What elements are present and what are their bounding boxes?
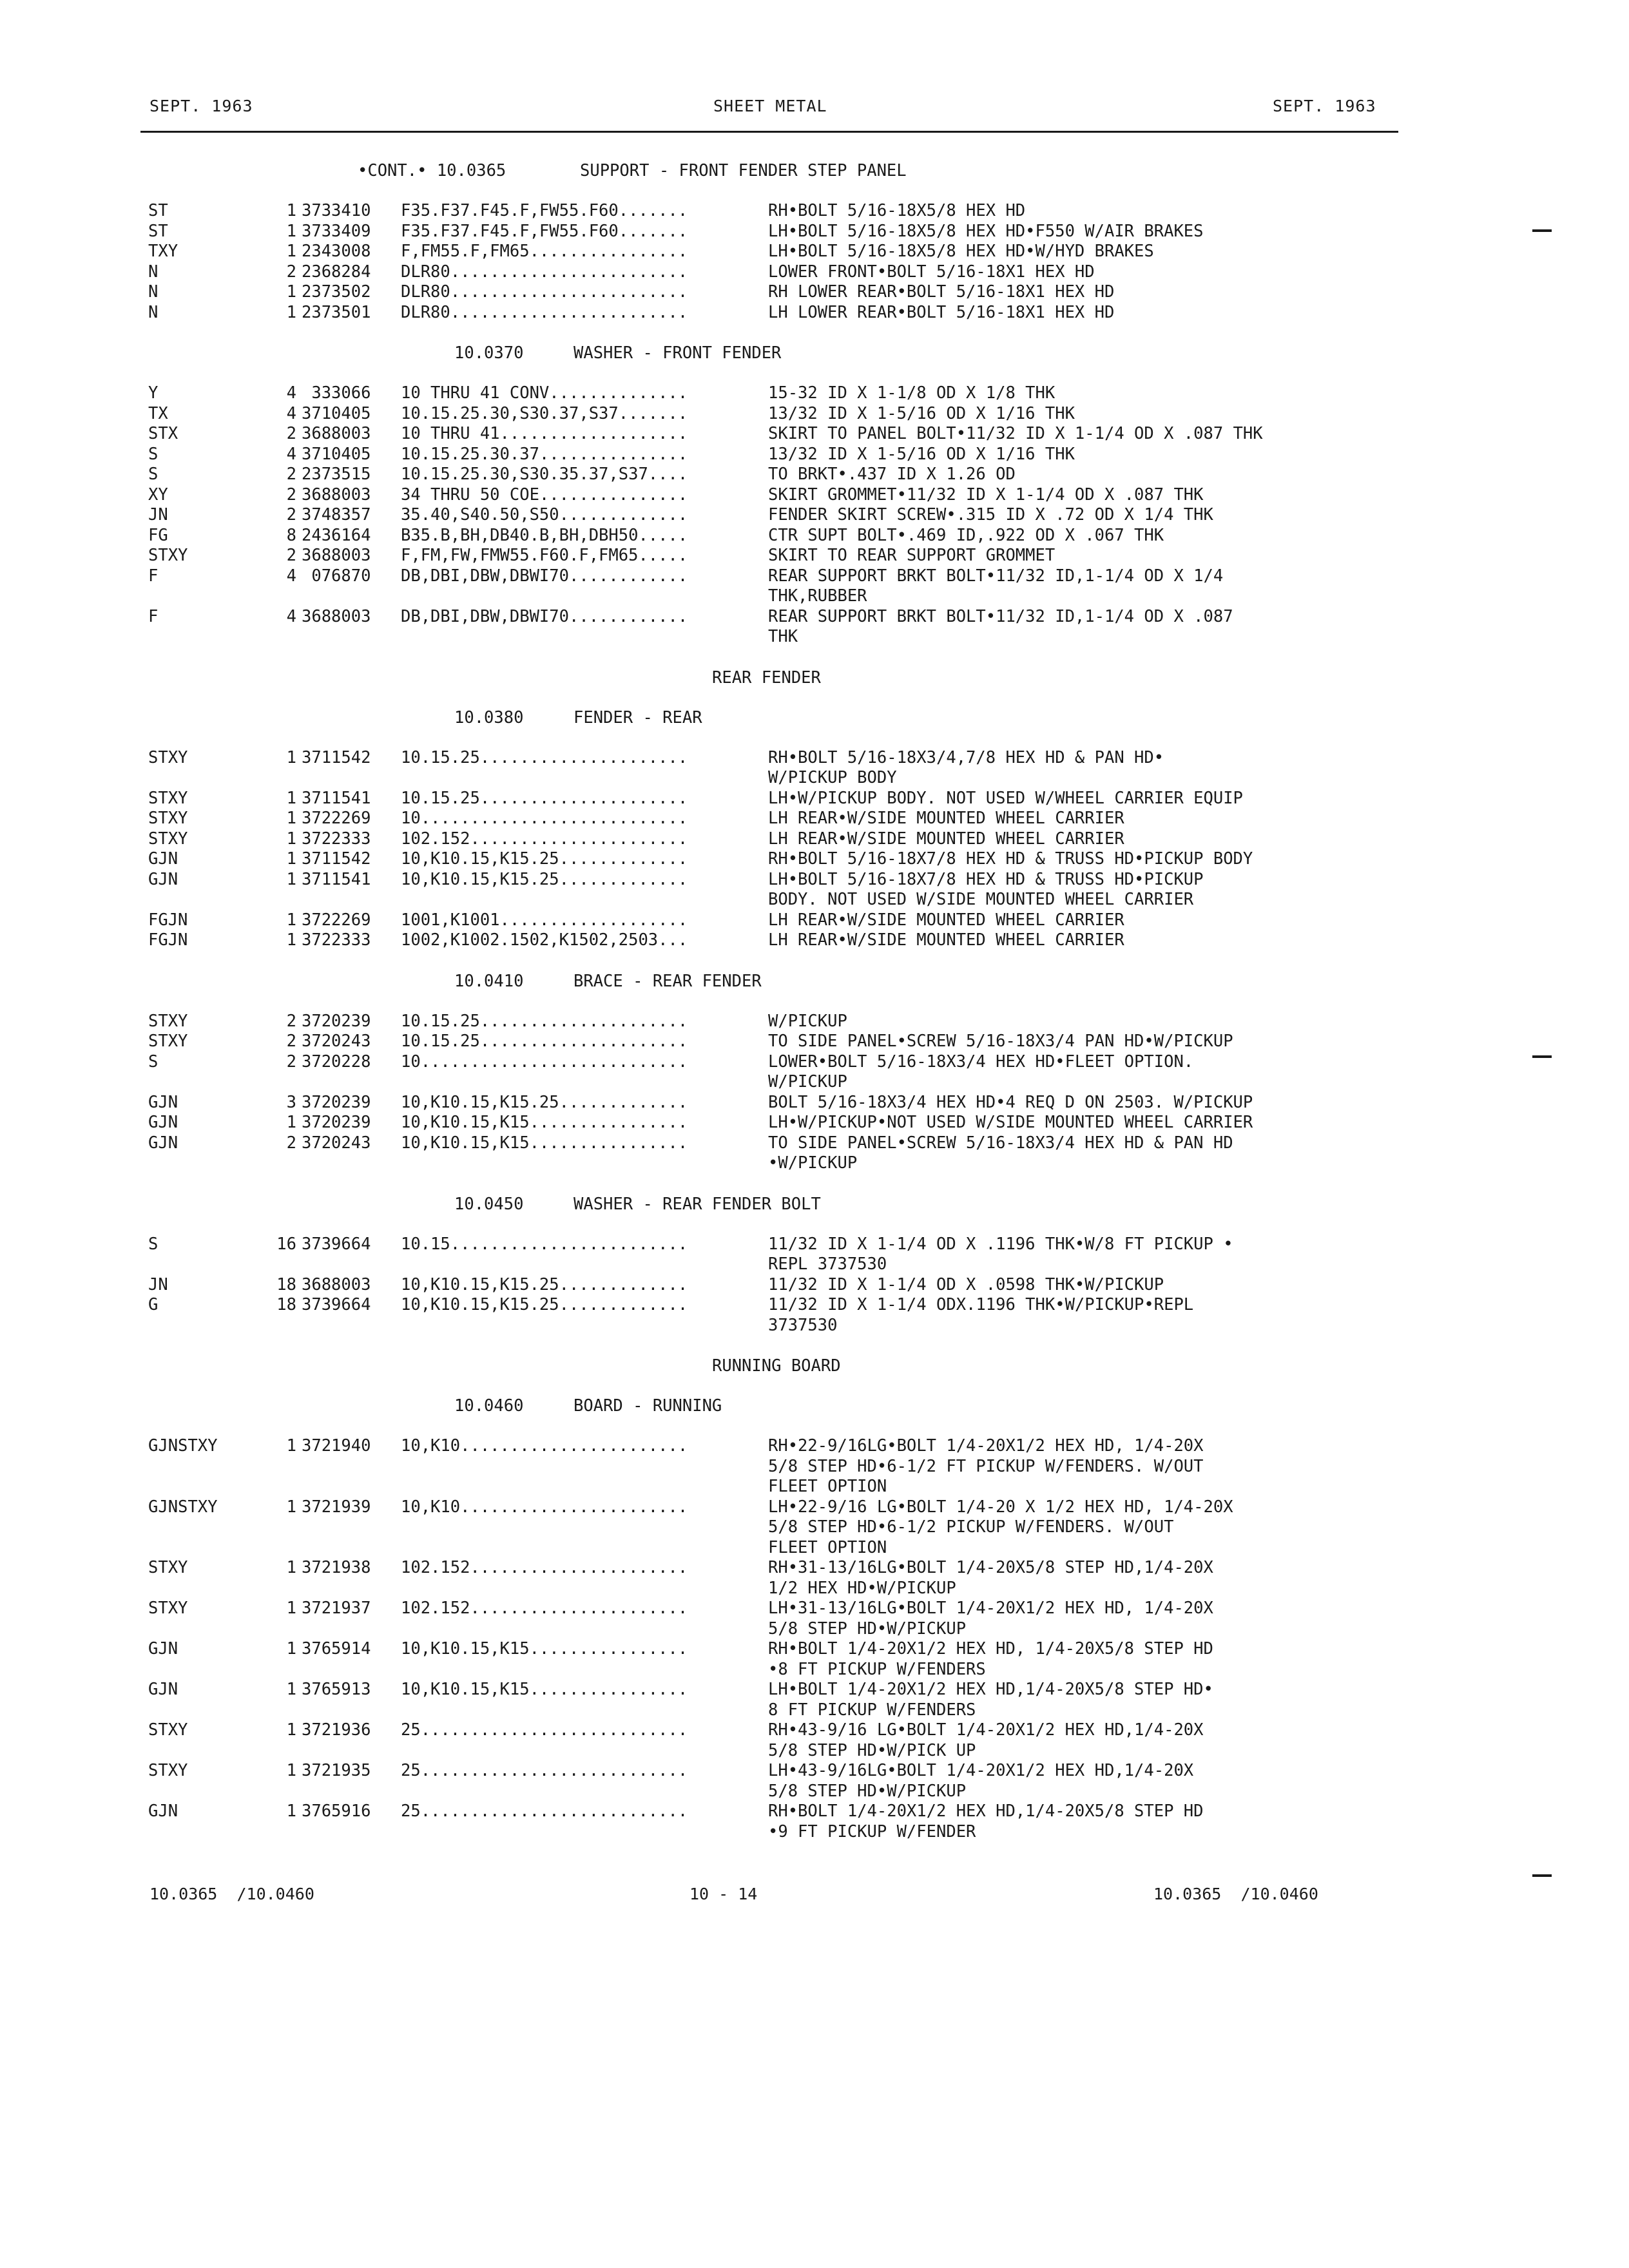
model-code: S — [148, 465, 159, 484]
part-row — [0, 607, 1629, 648]
group-title: SUPPORT - FRONT FENDER STEP PANEL — [580, 161, 907, 180]
model-code: STXY — [148, 1599, 188, 1618]
model-code: GJN — [148, 869, 178, 889]
model-code: JN — [148, 1274, 168, 1294]
model-code: FGJN — [148, 930, 188, 950]
quantity: 4 — [286, 566, 296, 586]
part-number: 076870 — [302, 566, 371, 586]
quantity: 2 — [286, 505, 296, 524]
applicable-models: 1001,K1001................... — [401, 910, 688, 930]
group-spacer — [0, 1174, 1629, 1195]
applicable-models: 25........................... — [401, 1761, 688, 1780]
part-number: 3748357 — [302, 505, 371, 524]
applicable-models: DB,DBI,DBW,DBWI70............ — [401, 566, 688, 586]
applicable-models: 102.152...................... — [401, 1599, 688, 1618]
footer-range-left: 10.0365 /10.0460 — [149, 1885, 314, 1903]
part-row — [0, 1113, 1629, 1133]
part-row — [0, 505, 1629, 526]
group-title: BRACE - REAR FENDER — [574, 971, 762, 991]
part-description: LH•31-13/16LG•BOLT 1/4-20X1/2 HEX HD, 1/4-20X 5/8 STEP HD•W/PICKUP — [768, 1599, 1213, 1639]
part-description: 15-32 ID X 1-1/8 OD X 1/8 THK — [768, 383, 1055, 403]
group-heading — [0, 161, 1629, 201]
part-description: RH•43-9/16 LG•BOLT 1/4-20X1/2 HEX HD,1/4-20X 5/8 STEP HD•W/PICK UP — [768, 1720, 1204, 1760]
applicable-models: 10 THRU 41 CONV.............. — [401, 383, 688, 403]
margin-mark — [1532, 1874, 1552, 1877]
model-code: GJN — [148, 1680, 178, 1699]
part-description: TO SIDE PANEL•SCREW 5/16-18X3/4 HEX HD & PAN HD •W/PICKUP — [768, 1133, 1233, 1173]
applicable-models: F35.F37.F45.F,FW55.F60....... — [401, 221, 688, 241]
group-number: 10.0410 — [454, 971, 524, 991]
part-description: LH•BOLT 5/16-18X5/8 HEX HD•W/HYD BRAKES — [768, 242, 1154, 261]
part-row — [0, 829, 1629, 850]
part-number: 3688003 — [302, 485, 371, 505]
model-code: GJN — [148, 1802, 178, 1821]
part-number: 3720239 — [302, 1092, 371, 1112]
quantity: 1 — [286, 869, 296, 889]
quantity: 1 — [286, 829, 296, 849]
model-code: STX — [148, 424, 178, 443]
part-number: 3739664 — [302, 1234, 371, 1254]
part-description: LH REAR•W/SIDE MOUNTED WHEEL CARRIER — [768, 910, 1124, 930]
footer-range-right: 10.0365 /10.0460 — [1153, 1885, 1318, 1903]
part-number: 2373502 — [302, 282, 371, 302]
model-code: FG — [148, 525, 168, 545]
part-row — [0, 849, 1629, 870]
model-code: S — [148, 1234, 159, 1254]
model-code: GJN — [148, 1133, 178, 1153]
part-row — [0, 445, 1629, 465]
quantity: 2 — [286, 546, 296, 565]
part-number: 3711541 — [302, 788, 371, 808]
section-heading-text: REAR FENDER — [712, 668, 821, 687]
group-title: WASHER - REAR FENDER BOLT — [574, 1194, 821, 1214]
part-number: 3711542 — [302, 747, 371, 767]
part-number: 3688003 — [302, 424, 371, 443]
model-code: Y — [148, 383, 159, 403]
part-number: 2343008 — [302, 242, 371, 261]
quantity: 1 — [286, 849, 296, 869]
group-heading — [0, 972, 1629, 1012]
quantity: 1 — [286, 302, 296, 322]
parts-list — [0, 161, 1629, 1863]
part-number: 3721938 — [302, 1558, 371, 1577]
part-row — [0, 282, 1629, 303]
applicable-models: B35.B,BH,DB40.B,BH,DBH50..... — [401, 525, 688, 545]
quantity: 2 — [286, 1032, 296, 1051]
part-description: LH•BOLT 5/16-18X7/8 HEX HD & TRUSS HD•PICKUP BODY. NOT USED W/SIDE MOUNTED WHEEL CARRIER — [768, 869, 1204, 909]
part-row — [0, 1558, 1629, 1599]
margin-mark — [1532, 229, 1552, 232]
part-row — [0, 1052, 1629, 1093]
part-description: RH•22-9/16LG•BOLT 1/4-20X1/2 HEX HD, 1/4-20X 5/8 STEP HD•6-1/2 FT PICKUP W/FENDERS. W/OUT FLEET OPTION — [768, 1436, 1204, 1496]
part-description: LH•22-9/16 LG•BOLT 1/4-20 X 1/2 HEX HD, 1/4-20X 5/8 STEP HD•6-1/2 PICKUP W/FENDERS. W/OUT FLEET OPTION — [768, 1497, 1233, 1557]
part-description: CTR SUPT BOLT•.469 ID,.922 OD X .067 THK — [768, 525, 1164, 545]
part-description: TO BRKT•.437 ID X 1.26 OD — [768, 465, 1016, 484]
quantity: 1 — [286, 1680, 296, 1699]
part-number: 3688003 — [302, 606, 371, 626]
applicable-models: 10,K10.15,K15.25............. — [401, 1274, 688, 1294]
part-row — [0, 1235, 1629, 1275]
part-description: LH•W/PICKUP BODY. NOT USED W/WHEEL CARRIER EQUIP — [768, 788, 1243, 808]
part-row — [0, 809, 1629, 829]
group-number: 10.0380 — [454, 707, 524, 727]
part-description: LH LOWER REAR•BOLT 5/16-18X1 HEX HD — [768, 302, 1115, 322]
part-number: 3722333 — [302, 829, 371, 849]
section-heading-text: RUNNING BOARD — [712, 1356, 841, 1376]
applicable-models: DLR80........................ — [401, 302, 688, 322]
part-number: 3765914 — [302, 1639, 371, 1658]
applicable-models: 10,K10.15,K15.25............. — [401, 1092, 688, 1112]
part-number: 3722269 — [302, 910, 371, 930]
quantity: 1 — [286, 1720, 296, 1740]
applicable-models: 34 THRU 50 COE............... — [401, 485, 688, 505]
group-heading — [0, 343, 1629, 383]
part-description: RH LOWER REAR•BOLT 5/16-18X1 HEX HD — [768, 282, 1115, 302]
part-description: REAR SUPPORT BRKT BOLT•11/32 ID,1-1/4 OD X .087 THK — [768, 606, 1233, 646]
applicable-models: 10,K10.15,K15................ — [401, 1113, 688, 1132]
part-row — [0, 383, 1629, 404]
margin-mark — [1532, 1055, 1552, 1058]
applicable-models: 10........................... — [401, 809, 688, 828]
part-description: TO SIDE PANEL•SCREW 5/16-18X3/4 PAN HD•W/PICKUP — [768, 1032, 1233, 1051]
applicable-models: DLR80........................ — [401, 282, 688, 302]
part-description: SKIRT GROMMET•11/32 ID X 1-1/4 OD X .087 THK — [768, 485, 1204, 505]
quantity: 4 — [286, 403, 296, 423]
quantity: 1 — [286, 1639, 296, 1658]
applicable-models: F,FM55.F,FM65................ — [401, 242, 688, 261]
quantity: 1 — [286, 910, 296, 930]
quantity: 8 — [286, 525, 296, 545]
part-description: LH REAR•W/SIDE MOUNTED WHEEL CARRIER — [768, 930, 1124, 950]
model-code: GJN — [148, 1639, 178, 1658]
part-row — [0, 1093, 1629, 1113]
part-row — [0, 424, 1629, 445]
group-number: 10.0450 — [454, 1194, 524, 1214]
model-code: ST — [148, 201, 168, 220]
part-number: 3710405 — [302, 444, 371, 464]
part-number: 3721936 — [302, 1720, 371, 1740]
part-number: 3721939 — [302, 1497, 371, 1517]
quantity: 4 — [286, 383, 296, 403]
part-row — [0, 303, 1629, 323]
part-description: 13/32 ID X 1-5/16 OD X 1/16 THK — [768, 403, 1075, 423]
applicable-models: 10.15.25..................... — [401, 788, 688, 808]
applicable-models: DLR80........................ — [401, 262, 688, 282]
part-description: LH•BOLT 5/16-18X5/8 HEX HD•F550 W/AIR BRAKES — [768, 221, 1204, 241]
applicable-models: 25........................... — [401, 1802, 688, 1821]
part-number: 3739664 — [302, 1295, 371, 1314]
part-row — [0, 1639, 1629, 1680]
applicable-models: F35.F37.F45.F,FW55.F60....... — [401, 201, 688, 220]
applicable-models: 10.15.25..................... — [401, 1032, 688, 1051]
part-description: LOWER FRONT•BOLT 5/16-18X1 HEX HD — [768, 262, 1095, 282]
applicable-models: 10,K10.15,K15.25............. — [401, 849, 688, 869]
part-description: LOWER•BOLT 5/16-18X3/4 HEX HD•FLEET OPTION. W/PICKUP — [768, 1052, 1194, 1091]
group-number: •CONT.• 10.0365 — [358, 161, 506, 180]
model-code: GJN — [148, 1092, 178, 1112]
applicable-models: 10.15.25..................... — [401, 1011, 688, 1031]
part-description: SKIRT TO PANEL BOLT•11/32 ID X 1-1/4 OD X .087 THK — [768, 424, 1263, 443]
applicable-models: 10,K10.15,K15................ — [401, 1680, 688, 1699]
quantity: 1 — [286, 1436, 296, 1456]
part-row — [0, 526, 1629, 546]
model-code: FGJN — [148, 910, 188, 930]
part-row — [0, 910, 1629, 931]
part-description: 13/32 ID X 1-5/16 OD X 1/16 THK — [768, 444, 1075, 464]
quantity: 16 — [276, 1234, 296, 1254]
part-row — [0, 1802, 1629, 1842]
applicable-models: 10,K10....................... — [401, 1436, 688, 1456]
quantity: 1 — [286, 1497, 296, 1517]
group-spacer — [0, 1336, 1629, 1356]
part-row — [0, 1295, 1629, 1336]
model-code: ST — [148, 221, 168, 241]
applicable-models: 35.40,S40.50,S50............. — [401, 505, 688, 524]
model-code: STXY — [148, 747, 188, 767]
group-number: 10.0460 — [454, 1396, 524, 1416]
part-number: 3688003 — [302, 546, 371, 565]
part-row — [0, 1275, 1629, 1296]
part-row — [0, 465, 1629, 485]
part-row — [0, 1133, 1629, 1174]
part-row — [0, 930, 1629, 951]
quantity: 4 — [286, 606, 296, 626]
quantity: 2 — [286, 1133, 296, 1153]
quantity: 2 — [286, 465, 296, 484]
model-code: GJNSTXY — [148, 1436, 218, 1456]
group-title: FENDER - REAR — [574, 707, 702, 727]
quantity: 4 — [286, 444, 296, 464]
model-code: GJN — [148, 1113, 178, 1132]
part-number: 3720228 — [302, 1052, 371, 1072]
applicable-models: 102.152...................... — [401, 1558, 688, 1577]
quantity: 18 — [276, 1274, 296, 1294]
model-code: STXY — [148, 809, 188, 828]
part-number: 3765913 — [302, 1680, 371, 1699]
part-number: 2373501 — [302, 302, 371, 322]
section-heading — [0, 1356, 1629, 1396]
part-description: RH•BOLT 5/16-18X5/8 HEX HD — [768, 201, 1026, 220]
model-code: JN — [148, 505, 168, 524]
model-code: STXY — [148, 1011, 188, 1031]
part-number: 3720243 — [302, 1133, 371, 1153]
group-title: WASHER - FRONT FENDER — [574, 343, 782, 363]
part-number: 3721940 — [302, 1436, 371, 1456]
quantity: 1 — [286, 1558, 296, 1577]
group-spacer — [0, 323, 1629, 343]
model-code: STXY — [148, 1761, 188, 1780]
part-number: 3720239 — [302, 1113, 371, 1132]
quantity: 1 — [286, 282, 296, 302]
quantity: 1 — [286, 809, 296, 828]
applicable-models: 10.15.25.30.37............... — [401, 444, 688, 464]
group-heading — [0, 708, 1629, 748]
model-code: S — [148, 444, 159, 464]
header-rule — [140, 131, 1398, 133]
part-number: 2436164 — [302, 525, 371, 545]
part-row — [0, 242, 1629, 262]
part-row — [0, 1032, 1629, 1052]
group-heading — [0, 1195, 1629, 1235]
model-code: GJN — [148, 849, 178, 869]
part-description: SKIRT TO REAR SUPPORT GROMMET — [768, 546, 1055, 565]
part-row — [0, 222, 1629, 242]
part-number: 3721937 — [302, 1599, 371, 1618]
quantity: 1 — [286, 1802, 296, 1821]
applicable-models: 25........................... — [401, 1720, 688, 1740]
applicable-models: 10........................... — [401, 1052, 688, 1072]
model-code: N — [148, 282, 159, 302]
part-number: 3721935 — [302, 1761, 371, 1780]
quantity: 1 — [286, 242, 296, 261]
part-number: 3722269 — [302, 809, 371, 828]
part-row — [0, 1761, 1629, 1802]
part-number: 3720239 — [302, 1011, 371, 1031]
applicable-models: DB,DBI,DBW,DBWI70............ — [401, 606, 688, 626]
part-description: 11/32 ID X 1-1/4 OD X .1196 THK•W/8 FT PICKUP • REPL 3737530 — [768, 1234, 1233, 1274]
model-code: TX — [148, 403, 168, 423]
model-code: STXY — [148, 546, 188, 565]
part-number: 3733409 — [302, 221, 371, 241]
quantity: 1 — [286, 1113, 296, 1132]
applicable-models: 10,K10.15,K15................ — [401, 1133, 688, 1153]
part-row — [0, 1720, 1629, 1761]
model-code: STXY — [148, 788, 188, 808]
part-number: 3688003 — [302, 1274, 371, 1294]
part-description: FENDER SKIRT SCREW•.315 ID X .72 OD X 1/4 THK — [768, 505, 1213, 524]
group-spacer — [0, 1842, 1629, 1863]
applicable-models: 10 THRU 41................... — [401, 424, 688, 443]
quantity: 2 — [286, 424, 296, 443]
part-row — [0, 485, 1629, 506]
quantity: 2 — [286, 262, 296, 282]
model-code: F — [148, 566, 159, 586]
header-title: SHEET METAL — [713, 97, 827, 115]
part-number: 3710405 — [302, 403, 371, 423]
part-description: RH•BOLT 1/4-20X1/2 HEX HD, 1/4-20X5/8 STEP HD •8 FT PICKUP W/FENDERS — [768, 1639, 1213, 1679]
footer-page-number: 10 - 14 — [689, 1885, 758, 1903]
part-row — [0, 201, 1629, 222]
part-row — [0, 262, 1629, 283]
part-number: 3720243 — [302, 1032, 371, 1051]
part-description: 11/32 ID X 1-1/4 OD X .0598 THK•W/PICKUP — [768, 1274, 1164, 1294]
part-description: BOLT 5/16-18X3/4 HEX HD•4 REQ D ON 2503. W/PICKUP — [768, 1092, 1253, 1112]
model-code: S — [148, 1052, 159, 1072]
part-row — [0, 1436, 1629, 1497]
quantity: 18 — [276, 1295, 296, 1314]
model-code: N — [148, 262, 159, 282]
part-description: REAR SUPPORT BRKT BOLT•11/32 ID,1-1/4 OD X 1/4 THK,RUBBER — [768, 566, 1224, 606]
quantity: 1 — [286, 1599, 296, 1618]
model-code: N — [148, 302, 159, 322]
part-row — [0, 404, 1629, 425]
applicable-models: 10,K10.15,K15.25............. — [401, 869, 688, 889]
model-code: STXY — [148, 829, 188, 849]
applicable-models: 10,K10....................... — [401, 1497, 688, 1517]
group-spacer — [0, 648, 1629, 668]
model-code: XY — [148, 485, 168, 505]
quantity: 1 — [286, 1761, 296, 1780]
header-date-right: SEPT. 1963 — [1273, 97, 1376, 115]
part-number: 3722333 — [302, 930, 371, 950]
model-code: TXY — [148, 242, 178, 261]
part-description: RH•BOLT 5/16-18X3/4,7/8 HEX HD & PAN HD• W/PICKUP BODY — [768, 747, 1164, 787]
section-heading — [0, 668, 1629, 708]
part-row — [0, 1497, 1629, 1559]
part-description: RH•BOLT 5/16-18X7/8 HEX HD & TRUSS HD•PICKUP BODY — [768, 849, 1253, 869]
part-description: 11/32 ID X 1-1/4 ODX.1196 THK•W/PICKUP•REPL 3737530 — [768, 1295, 1194, 1335]
applicable-models: 10.15.25..................... — [401, 747, 688, 767]
model-code: STXY — [148, 1720, 188, 1740]
part-number: 3711542 — [302, 849, 371, 869]
header-date-left: SEPT. 1963 — [149, 97, 253, 115]
applicable-models: F,FM,FW,FMW55.F60.F,FM65..... — [401, 546, 688, 565]
part-description: RH•BOLT 1/4-20X1/2 HEX HD,1/4-20X5/8 STEP HD •9 FT PICKUP W/FENDER — [768, 1802, 1204, 1841]
group-heading — [0, 1396, 1629, 1436]
quantity: 1 — [286, 221, 296, 241]
quantity: 2 — [286, 1052, 296, 1072]
part-number: 333066 — [302, 383, 371, 403]
part-description: LH•BOLT 1/4-20X1/2 HEX HD,1/4-20X5/8 STEP HD• 8 FT PICKUP W/FENDERS — [768, 1680, 1213, 1720]
quantity: 2 — [286, 485, 296, 505]
model-code: G — [148, 1295, 159, 1314]
part-row — [0, 870, 1629, 910]
group-title: BOARD - RUNNING — [574, 1396, 722, 1416]
group-number: 10.0370 — [454, 343, 524, 363]
part-row — [0, 789, 1629, 809]
part-number: 3765916 — [302, 1802, 371, 1821]
group-spacer — [0, 951, 1629, 972]
part-description: RH•31-13/16LG•BOLT 1/4-20X5/8 STEP HD,1/4-20X 1/2 HEX HD•W/PICKUP — [768, 1558, 1213, 1598]
applicable-models: 10.15.25.30,S30.35.37,S37.... — [401, 465, 688, 484]
model-code: STXY — [148, 1558, 188, 1577]
applicable-models: 102.152...................... — [401, 829, 688, 849]
part-row — [0, 1012, 1629, 1032]
quantity: 1 — [286, 201, 296, 220]
applicable-models: 1002,K1002.1502,K1502,2503... — [401, 930, 688, 950]
applicable-models: 10,K10.15,K15................ — [401, 1639, 688, 1658]
part-description: LH•W/PICKUP•NOT USED W/SIDE MOUNTED WHEEL CARRIER — [768, 1113, 1253, 1132]
quantity: 3 — [286, 1092, 296, 1112]
quantity: 1 — [286, 930, 296, 950]
applicable-models: 10.15.25.30,S30.37,S37....... — [401, 403, 688, 423]
part-number: 3711541 — [302, 869, 371, 889]
quantity: 1 — [286, 788, 296, 808]
applicable-models: 10,K10.15,K15.25............. — [401, 1295, 688, 1314]
part-description: W/PICKUP — [768, 1011, 847, 1031]
model-code: STXY — [148, 1032, 188, 1051]
part-description: LH REAR•W/SIDE MOUNTED WHEEL CARRIER — [768, 829, 1124, 849]
quantity: 2 — [286, 1011, 296, 1031]
applicable-models: 10.15........................ — [401, 1234, 688, 1254]
part-number: 2373515 — [302, 465, 371, 484]
model-code: F — [148, 606, 159, 626]
part-description: LH REAR•W/SIDE MOUNTED WHEEL CARRIER — [768, 809, 1124, 828]
part-row — [0, 748, 1629, 789]
part-row — [0, 1680, 1629, 1720]
model-code: GJNSTXY — [148, 1497, 218, 1517]
part-row — [0, 1599, 1629, 1639]
quantity: 1 — [286, 747, 296, 767]
part-row — [0, 566, 1629, 607]
part-number: 3733410 — [302, 201, 371, 220]
part-row — [0, 546, 1629, 566]
part-number: 2368284 — [302, 262, 371, 282]
part-description: LH•43-9/16LG•BOLT 1/4-20X1/2 HEX HD,1/4-20X 5/8 STEP HD•W/PICKUP — [768, 1761, 1194, 1801]
